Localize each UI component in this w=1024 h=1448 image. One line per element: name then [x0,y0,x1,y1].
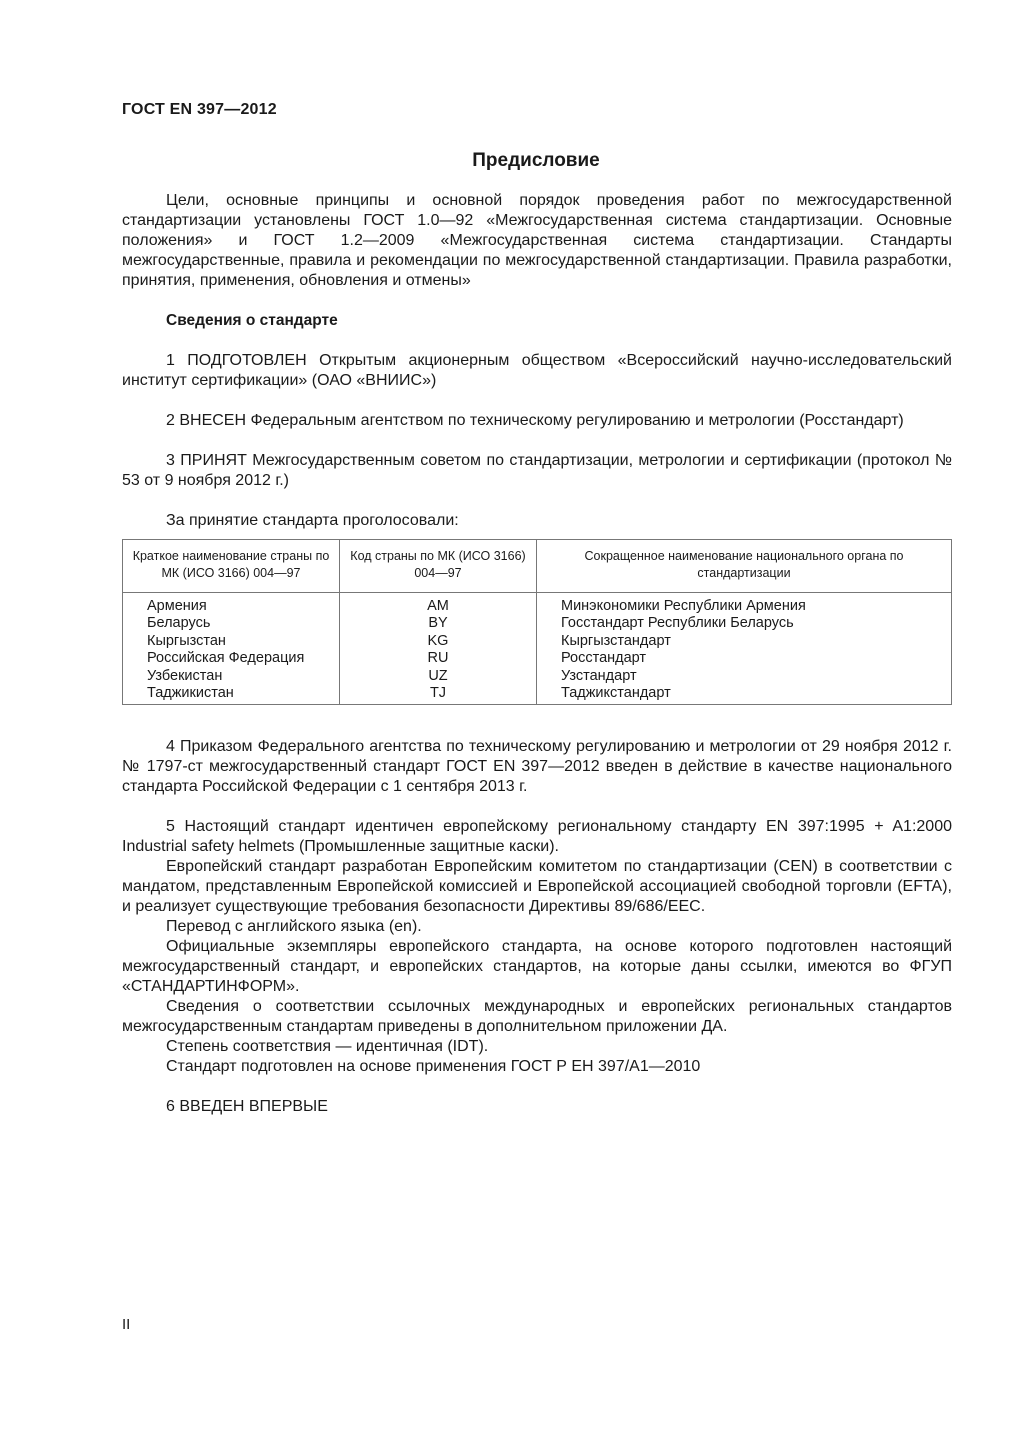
voting-table [122,539,952,705]
table-row [123,593,952,616]
item-1-paragraph: 1 ПОДГОТОВЛЕН Открытым акционерным обществом «Всероссийский научно-исследовательский институт сертификации» (ОАО «ВНИИС») [122,352,952,389]
code-cell: TJ [340,685,537,705]
item-3-paragraph: 3 ПРИНЯТ Межгосударственным советом по стандартизации, метрологии и сертификации (протокол № 53 от 9 ноября 2012 г.) [122,452,952,489]
country-cell: Кыргызстан [123,633,340,650]
country-cell: Беларусь [123,615,340,632]
country-cell: Российская Федерация [123,650,340,667]
item-4-paragraph: 4 Приказом Федерального агентства по техническому регулированию и метрологии от 29 ноября 2012 г. № 1797-ст межгосударственный стандарт ГОСТ EN 397—2012 введен в действие в качестве национального стандарта Российской Федерации с 1 сентября 2013 г. [122,738,952,796]
code-cell: BY [340,615,537,632]
page-number: II [122,1316,131,1333]
table-row [123,668,952,685]
voted-label: За принятие стандарта проголосовали: [166,512,459,529]
item-5-european-standard: Европейский стандарт разработан Европейским комитетом по стандартизации (CEN) в соответствии с мандатом, представленным Европейской комиссией и Европейской ассоциацией свободной торговли (EFTA), и реализует существующие требования безопасности Директивы 89/686/EEC. [122,858,952,916]
item-5-translation: Перевод с английского языка (en). [166,918,422,936]
item-5-conformity-info: Сведения о соответствии ссылочных международных и европейских региональных стандартов межгосударственным стандартам приведены в дополнительном приложении ДА. [122,998,952,1036]
page-title: Предисловие [472,150,600,171]
body-cell: Росстандарт [537,650,952,667]
document-header: ГОСТ EN 397—2012 [122,101,277,118]
table-header-country: Краткое наименование страны по МК (ИСО 3166) 004—97 [123,540,340,593]
country-cell: Таджикистан [123,685,340,705]
code-cell: AM [340,593,537,616]
body-cell: Таджикстандарт [537,685,952,705]
table-row [123,650,952,667]
body-cell: Узстандарт [537,668,952,685]
body-cell: Минэкономики Республики Армения [537,593,952,616]
item-2-paragraph: 2 ВНЕСЕН Федеральным агентством по техническому регулированию и метрологии (Росстандарт) [166,412,904,429]
table-row [123,685,952,705]
item-5-basis: Стандарт подготовлен на основе применения ГОСТ Р ЕН 397/А1—2010 [166,1058,701,1076]
item-5-paragraph: 5 Настоящий стандарт идентичен европейскому региональному стандарту EN 397:1995 + A1:2000 Industrial safety helmets (Промышленные защитные каски). [122,818,952,856]
intro-paragraph: Цели, основные принципы и основной порядок проведения работ по межгосударственной стандартизации установлены ГОСТ 1.0—92 «Межгосударственная система стандартизации. Основные положения» и ГОСТ 1.2—2009 «Межгосударственная система стандартизации. Стандарты межгосударственные, правила и рекомендации по межгосударственной стандартизации. Правила разработки, принятия, применения, обновления и отмены» [122,192,952,289]
country-cell: Армения [123,593,340,616]
body-cell: Кыргызстандарт [537,633,952,650]
country-cell: Узбекистан [123,668,340,685]
code-cell: KG [340,633,537,650]
body-cell: Госстандарт Республики Беларусь [537,615,952,632]
document-body [122,191,952,1117]
item-5-official-copies: Официальные экземпляры европейского стандарта, на основе которого подготовлен настоящий межгосударственный стандарт, и европейских стандартов, на которые даны ссылки, имеются во ФГУП «СТАНДАРТИНФОРМ». [122,938,952,996]
code-cell: RU [340,650,537,667]
item-5-degree: Степень соответствия — идентичная (IDT). [166,1038,489,1056]
table-row [123,615,952,632]
table-header-row [123,540,952,593]
table-row [123,633,952,650]
table-header-code: Код страны по МК (ИСО 3166) 004—97 [340,540,537,593]
item-6-paragraph: 6 ВВЕДЕН ВПЕРВЫЕ [166,1098,328,1116]
code-cell: UZ [340,668,537,685]
table-header-body: Сокращенное наименование национального органа по стандартизации [537,540,952,593]
section-subheading: Сведения о стандарте [166,312,338,329]
